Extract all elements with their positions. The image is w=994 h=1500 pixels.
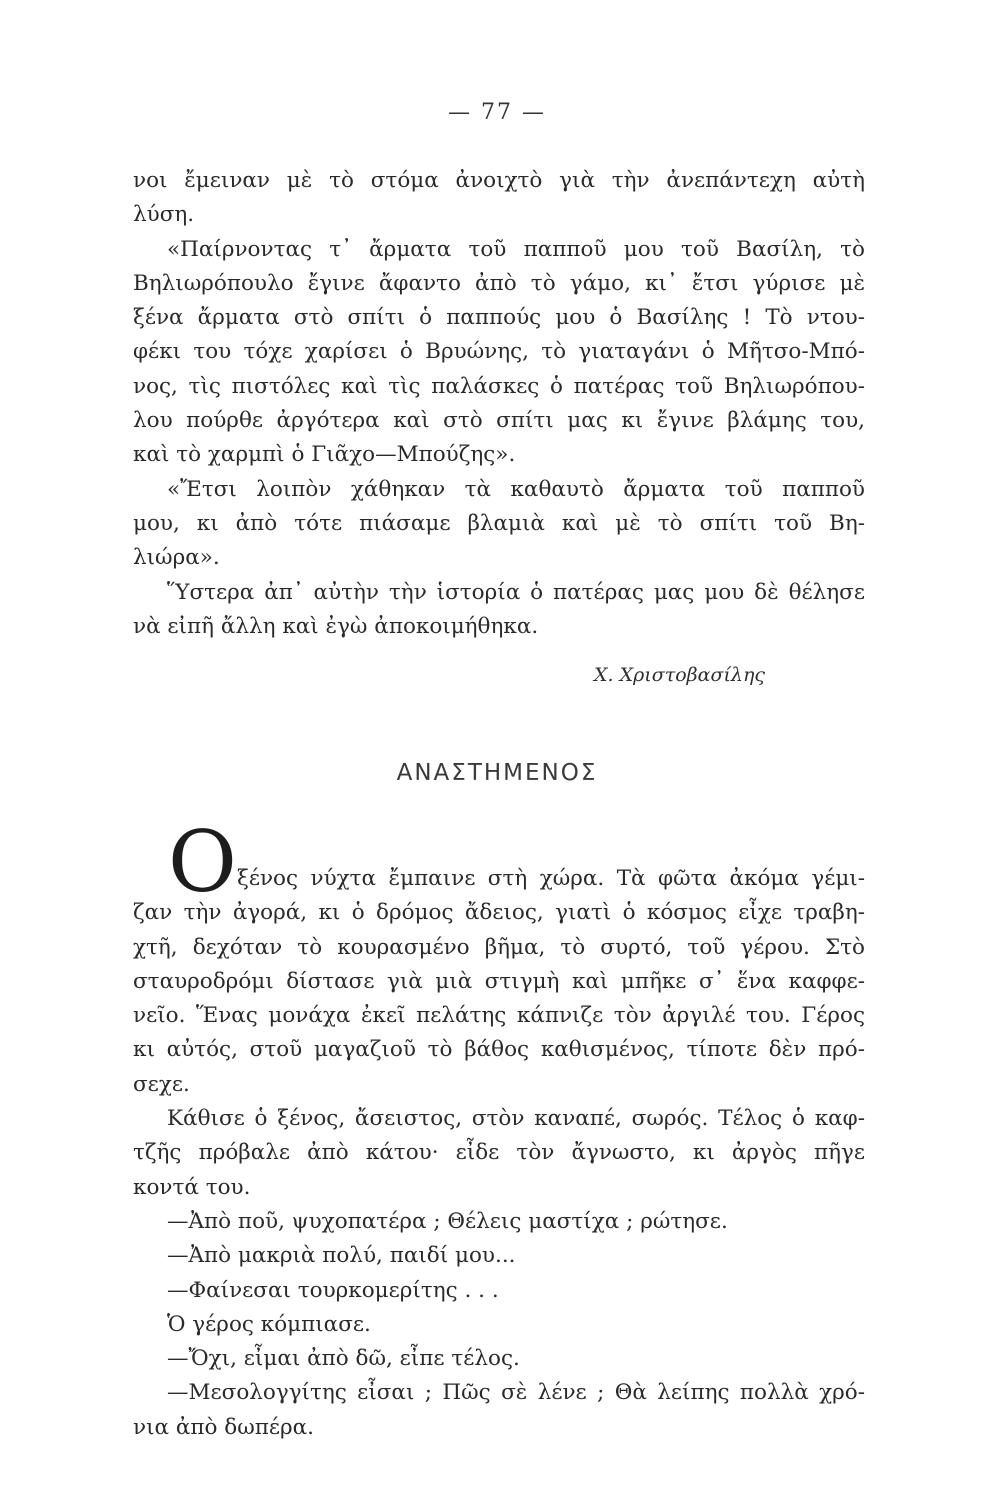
text-line: Κάθισε ὁ ξένος, ἄσειστος, στὸν καναπέ, σωρός. Τέλος ὁ καφ- — [167, 1106, 865, 1132]
text-line: τζῆς πρόβαλε ἀπὸ κάτου· εἶδε τὸν ἄγνωστο, κι ἀργὸς πῆγε — [133, 1140, 865, 1166]
text-line: νοι ἔμειναν μὲ τὸ στόμα ἀνοιχτὸ γιὰ τὴν ἀνεπάντεχη αὐτὴ — [133, 168, 865, 193]
text-line: χτῆ, δεχόταν τὸ κουρασμένο βῆμα, τὸ συρτό, τοῦ γέρου. Στὸ — [133, 934, 865, 960]
text-line: «Παίρνοντας τ᾽ ἄρματα τοῦ παπποῦ μου τοῦ Βασίλη, τὸ — [167, 236, 865, 262]
text-line: —Ἀπὸ μακριὰ πολύ, παιδί μου... — [167, 1243, 516, 1269]
text-line: κοντά του. — [133, 1174, 251, 1200]
text-line: Βηλιωρόπουλο ἔγινε ἄφαντο ἀπὸ τὸ γάμο, κι᾽ ἔτσι γύρισε μὲ — [133, 270, 865, 296]
text-line: σεχε. — [133, 1071, 190, 1097]
text-line: —Μεσολογγίτης εἶσαι ; Πῶς σὲ λένε ; Θὰ λείπης πολλὰ χρό- — [167, 1380, 865, 1406]
text-line: —Φαίνεσαι τουρκομερίτης . . . — [167, 1277, 499, 1303]
text-line: καὶ τὸ χαρμπὶ ὁ Γιᾶχο—Μπούζης». — [133, 442, 516, 468]
text-line: «Ἔτσι λοιπὸν χάθηκαν τὰ καθαυτὸ ἄρματα τοῦ παπποῦ — [167, 476, 865, 502]
author-signature: Χ. Χριστοβασίλης — [594, 664, 765, 686]
text-line: Ὁ γέρος κόμπιασε. — [167, 1311, 371, 1337]
text-line: ξένος νύχτα ἔμπαινε στὴ χώρα. Τὰ φῶτα ἀκόμα γέμι- — [237, 866, 865, 891]
text-line: νὰ εἰπῆ ἄλλη καὶ ἐγὼ ἀποκοιμήθηκα. — [133, 613, 539, 639]
text-line: ξένα ἄρματα στὸ σπίτι ὁ παππούς μου ὁ Βασίλης ! Τὸ ντου- — [133, 305, 865, 331]
drop-cap: Ο — [168, 813, 237, 911]
text-line: σταυροδρόμι δίστασε γιὰ μιὰ στιγμὴ καὶ μπῆκε σ᾽ ἕνα καφφε- — [133, 968, 865, 994]
section-title: ΑΝΑΣΤΗΜΕΝΟΣ — [396, 760, 598, 786]
story-body — [133, 862, 865, 1445]
story-ending — [133, 164, 865, 644]
page-number: — 77 — — [448, 100, 546, 125]
text-line: λου πούρθε ἀργότερα καὶ στὸ σπίτι μας κι ἔγινε βλάμης του, — [133, 408, 865, 434]
text-line: νεῖο. Ἕνας μονάχα ἐκεῖ πελάτης κάπνιζε τὸν ἀργιλέ του. Γέρος — [133, 1003, 865, 1029]
text-line: φέκι του τόχε χαρίσει ὁ Βρυώνης, τὸ γιαταγάνι ὁ Μῆτσο-Μπό- — [133, 339, 865, 365]
text-line: —Ὄχι, εἶμαι ἀπὸ δῶ, εἶπε τέλος. — [167, 1346, 520, 1372]
text-line: Ὕστερα ἀπ᾽ αὐτὴν τὴν ἱστορία ὁ πατέρας μας μου δὲ θέλησε — [167, 579, 865, 605]
text-line: λιώρα». — [133, 545, 220, 571]
text-line: μου, κι ἀπὸ τότε πιάσαμε βλαμιὰ καὶ μὲ τὸ σπίτι τοῦ Βη- — [133, 510, 865, 536]
text-line: —Ἀπὸ ποῦ, ψυχοπατέρα ; Θέλεις μαστίχα ; ρώτησε. — [167, 1208, 728, 1234]
text-line: λύση. — [133, 202, 195, 228]
text-line: ζαν τὴν ἀγορά, κι ὁ δρόμος ἄδειος, γιατὶ ὁ κόσμος εἶχε τραβη- — [133, 900, 865, 926]
text-line: κι αὐτός, στοῦ μαγαζιοῦ τὸ βάθος καθισμένος, τίποτε δὲν πρό- — [133, 1037, 865, 1063]
text-line: νος, τὶς πιστόλες καὶ τὶς παλάσκες ὁ πατέρας τοῦ Βηλιωρόπου- — [133, 373, 865, 399]
text-line: νια ἀπὸ δωπέρα. — [133, 1414, 315, 1440]
